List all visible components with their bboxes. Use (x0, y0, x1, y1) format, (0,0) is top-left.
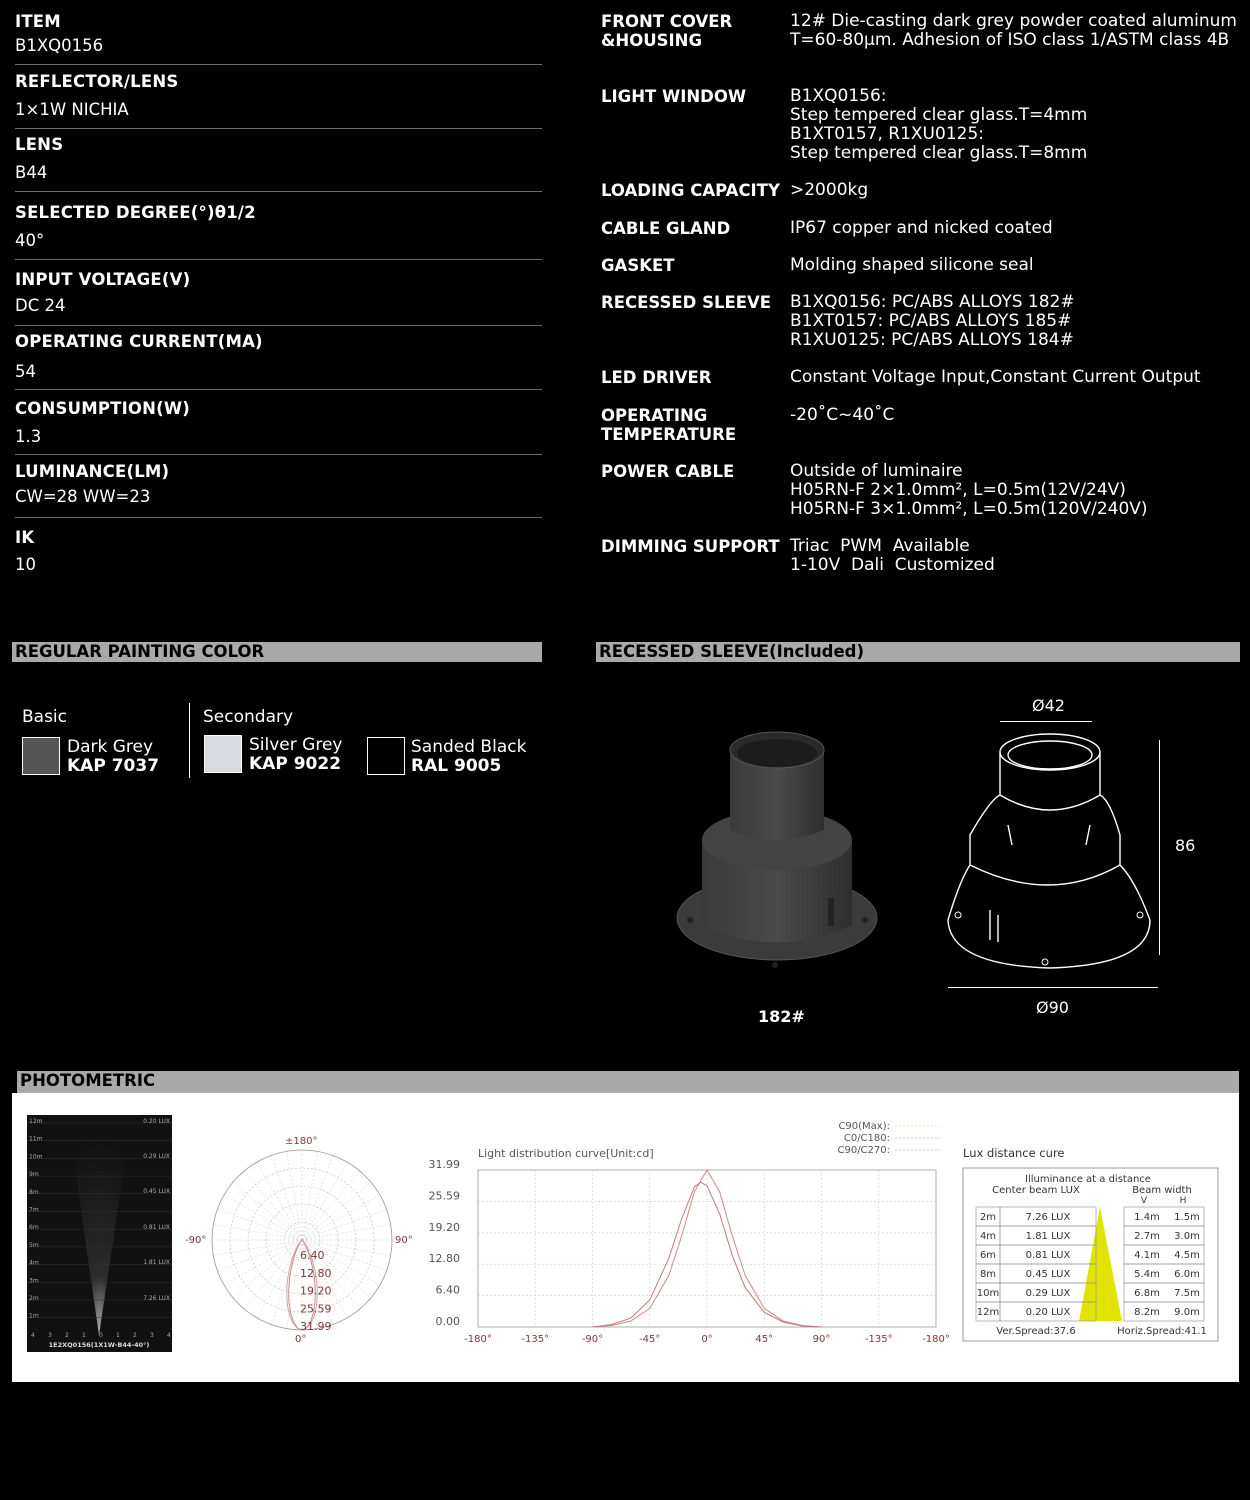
polar-right-label: 90° (395, 1235, 413, 1246)
lux-distance: 2m (979, 1212, 997, 1223)
color-dark-grey (67, 738, 159, 776)
beam-distance-label: 4m (29, 1259, 39, 1267)
swatch-sanded-black (367, 737, 405, 775)
spec-light-window-value: B1XQ0156: Step tempered clear glass.T=4mm B1XT0157, R1XU0125: Step tempered clear glass.T=8mm (790, 86, 1088, 163)
beam-x-tick: 3 (48, 1332, 52, 1339)
spec-sleeve-label: RECESSED SLEEVE (601, 293, 772, 312)
beam-distance-label: 5m (29, 1241, 39, 1249)
lux-value: 7.26 LUX (1025, 1212, 1071, 1223)
lux-value: 0.81 LUX (1025, 1250, 1071, 1261)
spec-temp-label: OPERATING TEMPERATURE (601, 406, 737, 444)
lux-header-center: Center beam LUX (992, 1185, 1080, 1196)
y-tick-label: 12.80 (428, 1252, 460, 1266)
color-name: Dark Grey (67, 737, 154, 757)
polar-ring-label: 12.80 (300, 1266, 332, 1280)
legend-label: C90/C270: (837, 1145, 890, 1156)
swatch-dark-grey (22, 737, 60, 775)
polar-left-label: -90° (185, 1235, 207, 1246)
painting-section-title: REGULAR PAINTING COLOR (12, 642, 542, 662)
dim-line-top (1000, 721, 1092, 722)
polar-ring-label: 6.40 (300, 1249, 325, 1262)
spec-front-cover-value: 12# Die-casting dark grey powder coated aluminum T=60-80μm. Adhesion of ISO class 1/ASTM class 4B (790, 11, 1237, 50)
x-tick-label: 90° (812, 1334, 831, 1345)
sleeve-model: 182# (758, 1007, 805, 1026)
spec-driver-value: Constant Voltage Input,Constant Current Output (790, 367, 1201, 387)
lux-title: Lux distance cure (963, 1146, 1065, 1160)
x-tick-label: -180° (922, 1334, 950, 1345)
spec-gasket-value: Molding shaped silicone seal (790, 255, 1034, 275)
spec-label: LUMINANCE(LM) (15, 462, 170, 481)
lux-header-h: H (1179, 1196, 1187, 1206)
lux-value: 1.81 LUX (1025, 1231, 1071, 1242)
chart-title: Light distribution curve[Unit:cd] (478, 1147, 654, 1160)
beam-x-tick: 2 (65, 1332, 69, 1339)
beam-lux-label: 0.20 LUX (143, 1118, 170, 1125)
spec-value: B44 (15, 163, 48, 182)
beam-x-tick: 2 (133, 1332, 137, 1339)
polar-ring-label: 19.20 (300, 1284, 332, 1298)
lux-distance: 6m (979, 1250, 997, 1261)
lux-width-v: 6.8m (1134, 1288, 1160, 1299)
spec-label: IK (15, 528, 35, 547)
spec-dimming-value: Triac PWM Available 1-10V Dali Customized (790, 536, 995, 575)
color-name: Sanded Black (411, 737, 527, 757)
spec-light-window-label: LIGHT WINDOW (601, 87, 747, 106)
spec-label: INPUT VOLTAGE(V) (15, 270, 191, 289)
beam-lux-label: 0.29 LUX (143, 1153, 170, 1160)
lux-width-h: 3.0m (1174, 1231, 1200, 1242)
spec-sleeve-value: B1XQ0156: PC/ABS ALLOYS 182# B1XT0157: PC/ABS ALLOYS 185# R1XU0125: PC/ABS ALLOYS 184# (790, 292, 1075, 350)
polar-bottom-label: 0° (295, 1334, 307, 1345)
y-tick-label: 6.40 (435, 1283, 460, 1297)
spec-value: 10 (15, 555, 36, 574)
swatch-silver-grey (204, 735, 242, 773)
spec-value: 1×1W NICHIA (15, 100, 129, 119)
sleeve-section-title: RECESSED SLEEVE(Included) (596, 642, 1240, 662)
spec-temp-value: -20˚C~40˚C (790, 405, 895, 425)
beam-lux-label: 0.81 LUX (143, 1224, 170, 1231)
spec-dimming-label: DIMMING SUPPORT (601, 537, 780, 556)
beam-lux-label: 1.81 LUX (143, 1259, 170, 1266)
hor-spread: Horiz.Spread:41.1 (1117, 1326, 1207, 1337)
sleeve-line-drawing (940, 730, 1160, 990)
beam-distance-label: 11m (29, 1135, 43, 1143)
lux-distance: 10m (976, 1288, 1000, 1299)
y-tick-label: 0.00 (435, 1315, 460, 1328)
spec-ik (15, 517, 542, 581)
lux-header-v: V (1140, 1196, 1148, 1206)
color-sanded-black (411, 738, 526, 776)
spec-label: CONSUMPTION(W) (15, 399, 191, 418)
lux-width-h: 1.5m (1174, 1212, 1200, 1223)
color-name: Silver Grey (249, 735, 343, 755)
spec-label: ITEM (15, 12, 61, 31)
dim-line-bottom (948, 987, 1158, 988)
color-code: KAP 9022 (249, 754, 342, 774)
spec-front-cover-label: FRONT COVER &HOUSING (601, 12, 733, 50)
dim-line-height (1159, 740, 1160, 955)
beam-lux-label: 0.45 LUX (143, 1188, 170, 1195)
lux-distance-chart (962, 1167, 1220, 1343)
beam-x-tick: 1 (116, 1332, 120, 1339)
photometric-section-title: PHOTOMETRIC (17, 1071, 1239, 1093)
spec-consumption (15, 389, 542, 455)
color-code: RAL 9005 (411, 756, 502, 776)
beam-distance-label: 8m (29, 1188, 39, 1196)
spec-power-cable-value: Outside of luminaire H05RN-F 2×1.0mm², L=0.5m(12V/24V) H05RN-F 3×1.0mm², L=0.5m(120V/240V) (790, 461, 1148, 519)
polar-ring-label: 25.59 (300, 1302, 332, 1316)
spec-value: B1XQ0156 (15, 36, 104, 55)
beam-x-tick: 1 (82, 1332, 86, 1339)
beam-x-tick: 0 (99, 1332, 103, 1339)
x-tick-label: -135° (521, 1334, 550, 1345)
lux-width-h: 4.5m (1174, 1250, 1200, 1261)
x-tick-label: -180° (464, 1334, 492, 1345)
y-tick-label: 25.59 (428, 1189, 460, 1203)
lux-value: 0.29 LUX (1025, 1288, 1071, 1299)
spec-label: OPERATING CURRENT(MA) (15, 332, 263, 351)
legend-label: C90(Max): (838, 1121, 890, 1132)
beam-distance-label: 12m (29, 1118, 43, 1125)
y-tick-label: 19.20 (428, 1220, 460, 1234)
x-tick-label: -135° (864, 1334, 893, 1345)
spec-cable-gland-value: IP67 copper and nicked coated (790, 218, 1053, 238)
lux-width-h: 6.0m (1174, 1269, 1200, 1280)
beam-distance-label: 10m (29, 1153, 43, 1161)
beam-x-tick: 4 (167, 1332, 171, 1339)
spec-degree (15, 191, 542, 260)
lux-width-v: 5.4m (1134, 1269, 1160, 1280)
lux-distance: 12m (976, 1307, 1000, 1318)
spec-driver-label: LED DRIVER (601, 368, 712, 387)
spec-reflector (15, 64, 542, 129)
spec-loading-label: LOADING CAPACITY (601, 181, 780, 200)
spec-value: 40° (15, 231, 45, 250)
spec-value: 54 (15, 362, 36, 381)
beam-distance-label: 9m (29, 1171, 39, 1179)
spec-loading-value: >2000kg (790, 180, 869, 200)
color-code: KAP 7037 (67, 756, 160, 776)
x-tick-label: -90° (581, 1334, 604, 1345)
lux-distance: 4m (979, 1231, 997, 1242)
beam-caption: 1E2XQ0156(1X1W-B44-40°) (48, 1341, 150, 1349)
y-tick-label: 31.99 (428, 1158, 460, 1171)
divider (189, 703, 190, 778)
beam-distance-label: 2m (29, 1295, 39, 1302)
spec-lens (15, 128, 542, 192)
x-tick-label: 45° (755, 1334, 774, 1345)
spec-current (15, 325, 542, 390)
beam-distance-label: 1m (29, 1312, 39, 1320)
lux-header: Illuminance at a distance (1025, 1174, 1151, 1185)
spec-value: 1.3 (15, 427, 42, 446)
lux-width-h: 7.5m (1174, 1288, 1200, 1299)
lux-value: 0.20 LUX (1025, 1307, 1071, 1318)
lux-value: 0.45 LUX (1025, 1269, 1071, 1280)
beam-lux-label: 7.26 LUX (143, 1295, 170, 1302)
beam-x-tick: 3 (150, 1332, 154, 1339)
lux-width-v: 1.4m (1134, 1212, 1160, 1223)
legend-label: C0/C180: (843, 1133, 890, 1144)
secondary-label: Secondary (203, 707, 294, 727)
basic-label: Basic (22, 707, 68, 727)
beam-x-tick: 4 (31, 1332, 35, 1339)
lux-header-width: Beam width (1132, 1185, 1192, 1196)
lux-width-v: 2.7m (1134, 1231, 1160, 1242)
x-tick-label: 0° (701, 1334, 713, 1345)
spec-cable-gland-label: CABLE GLAND (601, 219, 731, 238)
beam-distance-label: 6m (29, 1224, 39, 1232)
lux-width-h: 9.0m (1174, 1307, 1200, 1318)
polar-top-label: ±180° (285, 1136, 318, 1147)
dim-bottom: Ø90 (1036, 998, 1069, 1017)
spec-voltage (15, 259, 542, 326)
ver-spread: Ver.Spread:37.6 (996, 1326, 1076, 1337)
x-tick-label: -45° (639, 1334, 661, 1345)
spec-gasket-label: GASKET (601, 256, 675, 275)
polar-diagram (185, 1130, 425, 1350)
spec-luminance (15, 454, 542, 518)
light-distribution-chart (425, 1115, 955, 1350)
spec-label: REFLECTOR/LENS (15, 72, 179, 91)
spec-power-cable-label: POWER CABLE (601, 462, 735, 481)
spec-value: CW=28 WW=23 (15, 487, 151, 506)
lux-width-v: 8.2m (1134, 1307, 1160, 1318)
dim-height: 86 (1175, 836, 1196, 855)
spec-item (15, 10, 542, 65)
beam-distance-label: 7m (29, 1206, 39, 1214)
lux-distance: 8m (979, 1269, 997, 1280)
color-silver-grey (249, 736, 342, 774)
lux-width-v: 4.1m (1134, 1250, 1160, 1261)
dim-top: Ø42 (1032, 696, 1065, 715)
beam-distance-label: 3m (29, 1277, 39, 1285)
spec-value: DC 24 (15, 296, 66, 315)
beam-image (27, 1115, 172, 1352)
polar-ring-label: 31.99 (300, 1320, 332, 1334)
sleeve-render (660, 720, 900, 980)
spec-label: LENS (15, 135, 64, 154)
spec-label: SELECTED DEGREE(°)θ1/2 (15, 203, 256, 222)
